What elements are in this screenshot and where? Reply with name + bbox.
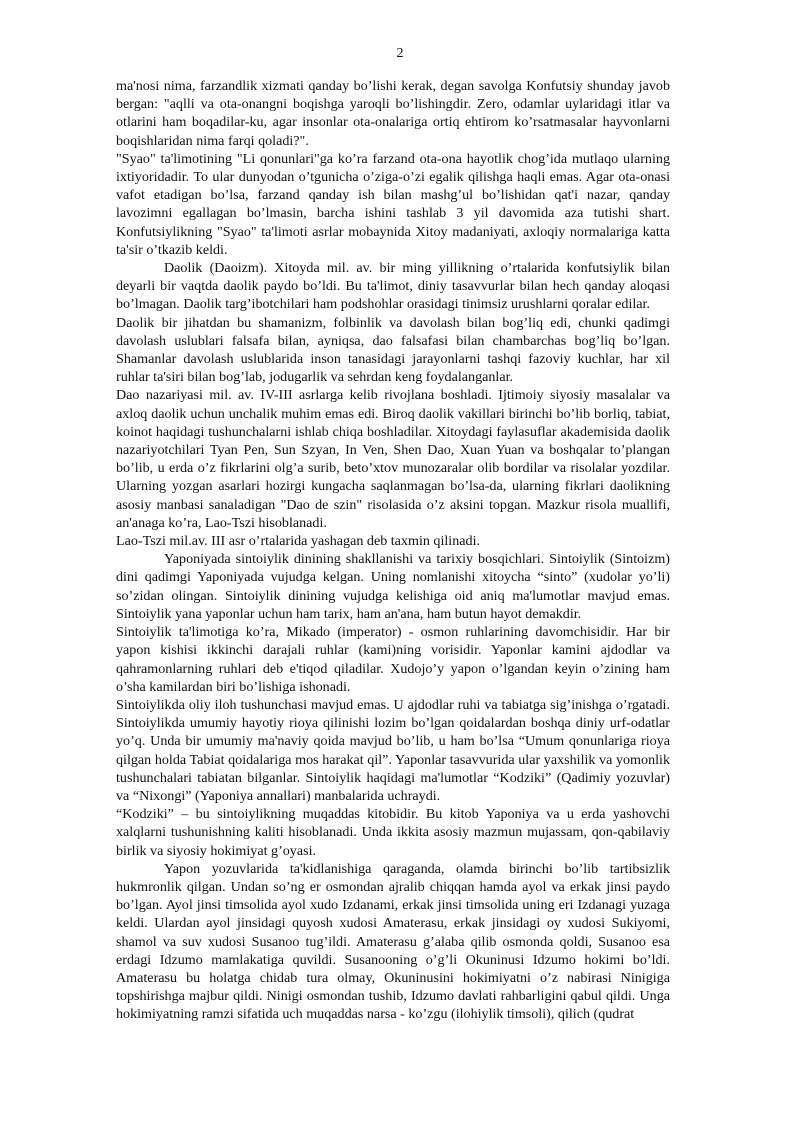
paragraph: "Syao" ta'limotining "Li qonunlari"ga ko’ra farzand ota-ona hayotlik chog’ida mutlaqo ularning ixtiyoridadir. To ular dunyodan o’tgunicha o’ziga-o’zi egalik qilishga haqli emas. Agar ota-onasi vafot etadigan bo’lsa, farzand qanday ish bilan mashg’ul bo’lishidan qat'i nazar, qanday lavozimni egallagan bo’lmasin, barcha ishini tashlab 3 yil davomida aza tutishi shart. Konfutsiylikning "Syao" ta'limoti asrlar mobaynida Xitoy madaniyati, axloqiy normalariga katta ta'sir o’tkazib keldi. <box>116 150 670 258</box>
paragraph: Lao-Tszi mil.av. III asr o’rtalarida yashagan deb taxmin qilinadi. <box>116 533 481 550</box>
paragraph: Yapon yozuvlarida ta'kidlanishiga qaraganda, olamda birinchi bo’lib tartibsizlik hukmronlik qilgan. Undan so’ng er osmondan ajralib chiqqan hamda ayol va erkak jinsi paydo bo’lgan. Ayol jinsi timsolida ayol xudo Izdanami, erkak jinsi timsolida uning eri Izdanagi yuzaga keldi. Ulardan ayol jinsidagi quyosh xudosi Amaterasu, erkak jinsidagi oy xudosi Sukiyomi, shamol va suv xudosi Susanoo tug’ildi. Amaterasu g’alaba qilib osmonda qoldi, Susanoo esa erdagi Idzumo mamlakatiga quvildi. Susanooning o’g’li Okuninusi Idzumo hokimi bo’ldi. Amaterasu bu holatga chidab tura olmay, Okuninusini hokimiyatni o’z nabirasi Ninigiga topshirishga majbur qildi. Ninigi osmondan tushib, Idzumo davlati rahbarligini qabul qildi. Unga hokimiyatning ramzi sifatida uch muqaddas narsa - ko’zgu (ilohiylik timsoli), qilich (qudrat <box>116 860 670 1023</box>
paragraph: Sintoiylikda oliy iloh tushunchasi mavjud emas. U ajdodlar ruhi va tabiatga sig’inishga o’rgatadi. Sintoiylikda umumiy hayotiy rioya qilinishi lozim bo’lgan qoidalardan boshqa diniy urf-odatlar yo’q. Unda bir umumiy ma'naviy qoida mavjud bo’lib, u ham bo’lsa “Umum qonunlariga rioya qilgan holda Tabiat qoidalariga mos harakat qil”. Yaponlar tasavvurida ular yaxshilik va yomonlik tushunchalari tabiatan bilganlar. Sintoiylik haqidagi ma'lumotlar “Kodziki” (Qadimiy yozuvlar) va “Nixongi” (Yaponiya annallari) manbalarida uchraydi. <box>116 696 670 804</box>
page-number: 2 <box>396 46 404 61</box>
body-text <box>116 77 670 1024</box>
paragraph: Daolik (Daoizm). Xitoyda mil. av. bir ming yillikning o’rtalarida konfutsiylik bilan deyarli bir vaqtda daolik paydo bo’ldi. Bu ta'limot, diniy tasavvurlar bilan hech qanday aloqasi bo’lmagan. Daolik targ’ibotchilari ham podshohlar orasidagi tinimsiz urushlarni qoralar edilar. <box>116 260 670 313</box>
paragraph: Daolik bir jihatdan bu shamanizm, folbinlik va davolash bilan bog’liq edi, chunki qadimgi davolash uslublari falsafa bilan, ayniqsa, dao falsafasi bilan chambarchas bog’liq bo’lgan. Shamanlar davolash uslublarida inson tanasidagi jarayonlarni tashqi fazoviy kuchlar, har xil ruhlar ta'siri bilan bog’lab, jodugarlik va sehrdan keng foydalanganlar. <box>116 314 670 386</box>
paragraph: “Kodziki” – bu sintoiylikning muqaddas kitobidir. Bu kitob Yaponiya va u erda yashovchi xalqlarni tushunishning kaliti hisoblanadi. Unda ikkita asosiy mazmun mujassam, qon-qabilaviy birlik va siyosiy hokimiyat g’oyasi. <box>116 806 670 859</box>
paragraph: Yaponiyada sintoiylik dinining shakllanishi va tarixiy bosqichlari. Sintoiylik (Sintoizm) dini qadimgi Yaponiyada vujudga kelgan. Uning nomlanishi xitoycha “sinto” (xudolar yo’li) so’zidan olingan. Sintoiylik dinining vujudga kelishiga oid aniq ma'lumotlar mavjud emas. Sintoiylik yana yaponlar uchun ham tarix, ham an'ana, ham butun hayot demakdir. <box>116 551 670 622</box>
paragraph: ma'nosi nima, farzandlik xizmati qanday bo’lishi kerak, degan savolga Konfutsiy shunday javob bergan: "aqlli va ota-onangni boqishga yaroqli bo’lishingdir. Zero, odamlar uylaridagi itlar va otlarini ham boqadilar-ku, agar insonlar ota-onalariga ortiq ehtirom ko’rsatmasalar hayvonlarni boqishlaridan nima farqi qoladi?". <box>116 78 670 149</box>
paragraph: Dao nazariyasi mil. av. IV-III asrlarga kelib rivojlana boshladi. Ijtimoiy siyosiy masalalar va axloq daolik uchun unchalik muhim emas edi. Biroq daolik vakillari birinchi bo’lib borliq, tabiat, koinot haqidagi tushunchalarni ishlab chiqa boshladilar. Xitoydagi faylasuflar akademisida daolik nazariyotchilari Tyan Pen, Sun Szyan, In Ven, Shen Dao, Xuan Yuan va boshqalar to’plangan bo’lib, u erda o’z fikrlarini olg’a surib, beto’xtov munozaralar olib bordilar va risolalar yozdilar. Ularning yozgan asarlari hozirgi kungacha saqlanmagan bo’lsa-da, ularning fikrlari daolikning asosiy manbasi sanaladigan "Dao de szin" risolasida o’z aksini topgan. Mazkur risola muallifi, an'anaga ko’ra, Lao-Tszi hisoblanadi. <box>116 387 670 531</box>
paragraph: Sintoiylik ta'limotiga ko’ra, Mikado (imperator) - osmon ruhlarining davomchisidir. Har bir yapon kishisi ikkinchi darajali ruhlar (kami)ning vorisidir. Yaponlar kamini ajdodlar va qahramonlarning ruhlari deb e'tiqod qiladilar. Xudojo’y yapon o’lgandan keyin o’zining ham o’sha kamilardan biri bo’lishiga ishonadi. <box>116 624 670 695</box>
